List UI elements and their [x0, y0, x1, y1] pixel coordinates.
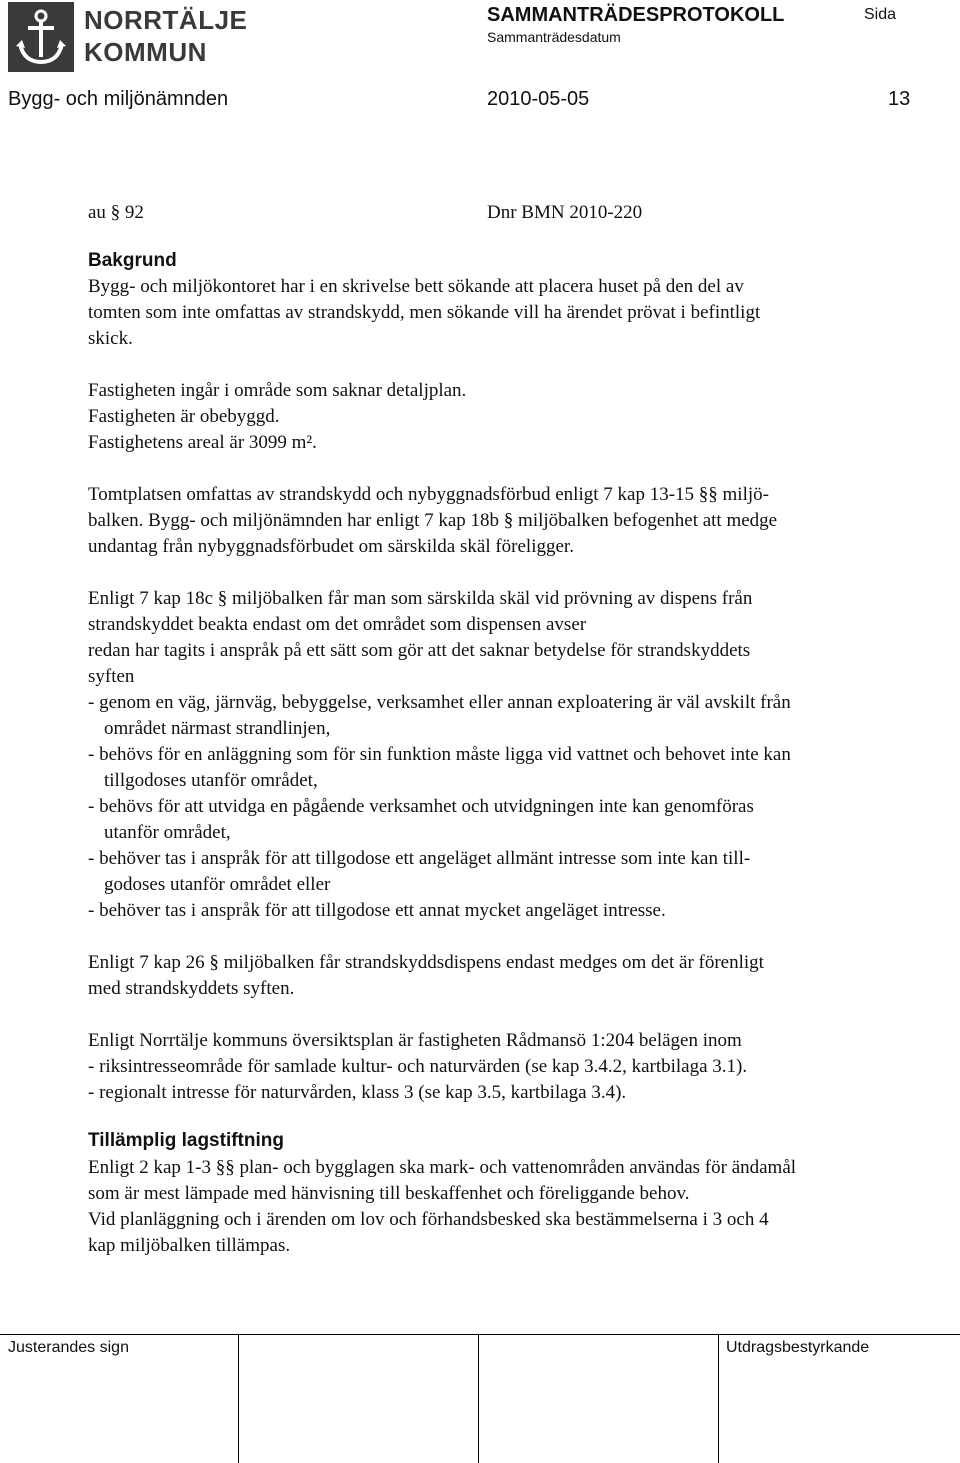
body-line: Enligt 7 kap 18c § miljöbalken får man som särskilda skäl vid prövning av dispens från — [88, 588, 753, 609]
signature-cell-divider — [478, 1335, 479, 1463]
law-heading: Tillämplig lagstiftning — [88, 1130, 284, 1151]
meeting-date: 2010-05-05 — [487, 88, 590, 110]
meeting-date-caption: Sammanträdesdatum — [487, 29, 621, 45]
page-number: 13 — [888, 88, 911, 110]
extract-cell-divider — [718, 1335, 719, 1463]
list-item-continuation: utanför området, — [104, 822, 231, 843]
signature-table — [0, 1334, 960, 1463]
background-heading: Bakgrund — [88, 250, 177, 271]
case-number: Dnr BMN 2010-220 — [487, 202, 643, 223]
paragraph-number: au § 92 — [88, 202, 144, 223]
list-item: - behöver tas i anspråk för att tillgodose ett angeläget allmänt intresse som inte kan till- — [88, 848, 751, 869]
body-line: Fastigheten ingår i område som saknar detaljplan. — [88, 380, 467, 401]
body-line: undantag från nybyggnadsförbudet om särskilda skäl föreligger. — [88, 536, 574, 557]
list-item-continuation: tillgodoses utanför området, — [104, 770, 318, 791]
signature-cell-divider — [238, 1335, 239, 1463]
committee-name: Bygg- och miljönämnden — [8, 88, 229, 110]
list-item: - behöver tas i anspråk för att tillgodose ett annat mycket angeläget intresse. — [88, 900, 666, 921]
body-line: Fastighetens areal är 3099 m². — [88, 432, 317, 453]
list-item: - behövs för en anläggning som för sin funktion måste ligga vid vattnet och behovet inte kan — [88, 744, 791, 765]
list-item-continuation: godoses utanför området eller — [104, 874, 331, 895]
body-line: som är mest lämpade med hänvisning till beskaffenhet och föreliggande behov. — [88, 1183, 690, 1204]
body-line: kap miljöbalken tillämpas. — [88, 1235, 291, 1256]
body-line: syften — [88, 666, 135, 687]
extract-label: Utdragsbestyrkande — [726, 1339, 870, 1356]
brand-line-1: NORRTÄLJE — [84, 5, 248, 35]
body-line: Bygg- och miljökontoret har i en skrivelse bett sökande att placera huset på den del av — [88, 276, 744, 297]
body-line: - riksintresseområde för samlade kultur- och naturvärden (se kap 3.4.2, kartbilaga 3.1). — [88, 1056, 748, 1077]
page-caption: Sida — [864, 6, 897, 23]
list-item-continuation: området närmast strandlinjen, — [104, 718, 331, 739]
list-item: - genom en väg, järnväg, bebyggelse, verksamhet eller annan exploatering är väl avskilt från — [88, 692, 791, 713]
body-line: med strandskyddets syften. — [88, 978, 295, 999]
body-line: Vid planläggning och i ärenden om lov och förhandsbesked ska bestämmelserna i 3 och 4 — [88, 1209, 769, 1230]
body-line: Tomtplatsen omfattas av strandskydd och nybyggnadsförbud enligt 7 kap 13-15 §§ miljö- — [88, 484, 769, 505]
document-type: SAMMANTRÄDESPROTOKOLL — [487, 4, 785, 26]
justering-label: Justerandes sign — [8, 1339, 129, 1356]
body-line: redan har tagits i anspråk på ett sätt som gör att det saknar betydelse för strandskyddets — [88, 640, 751, 661]
body-line: - regionalt intresse för naturvården, klass 3 (se kap 3.5, kartbilaga 3.4). — [88, 1082, 627, 1103]
municipality-anchor-logo — [8, 2, 74, 72]
list-item: - behövs för att utvidga en pågående verksamhet och utvidgningen inte kan genomföras — [88, 796, 754, 817]
body-line: tomten som inte omfattas av strandskydd, men sökande vill ha ärendet prövat i befintligt — [88, 302, 761, 323]
body-line: Fastigheten är obebyggd. — [88, 406, 280, 427]
municipality-name — [84, 4, 247, 68]
body-line: Enligt 2 kap 1-3 §§ plan- och bygglagen ska mark- och vattenområden användas för ändamål — [88, 1157, 797, 1178]
brand-line-2: KOMMUN — [84, 37, 207, 67]
body-line: skick. — [88, 328, 133, 349]
body-line: balken. Bygg- och miljönämnden har enligt 7 kap 18b § miljöbalken befogenhet att medge — [88, 510, 778, 531]
body-line: strandskyddet beakta endast om det området som dispensen avser — [88, 614, 587, 635]
body-line: Enligt Norrtälje kommuns översiktsplan är fastigheten Rådmansö 1:204 belägen inom — [88, 1030, 742, 1051]
body-line: Enligt 7 kap 26 § miljöbalken får strandskyddsdispens endast medges om det är förenligt — [88, 952, 764, 973]
